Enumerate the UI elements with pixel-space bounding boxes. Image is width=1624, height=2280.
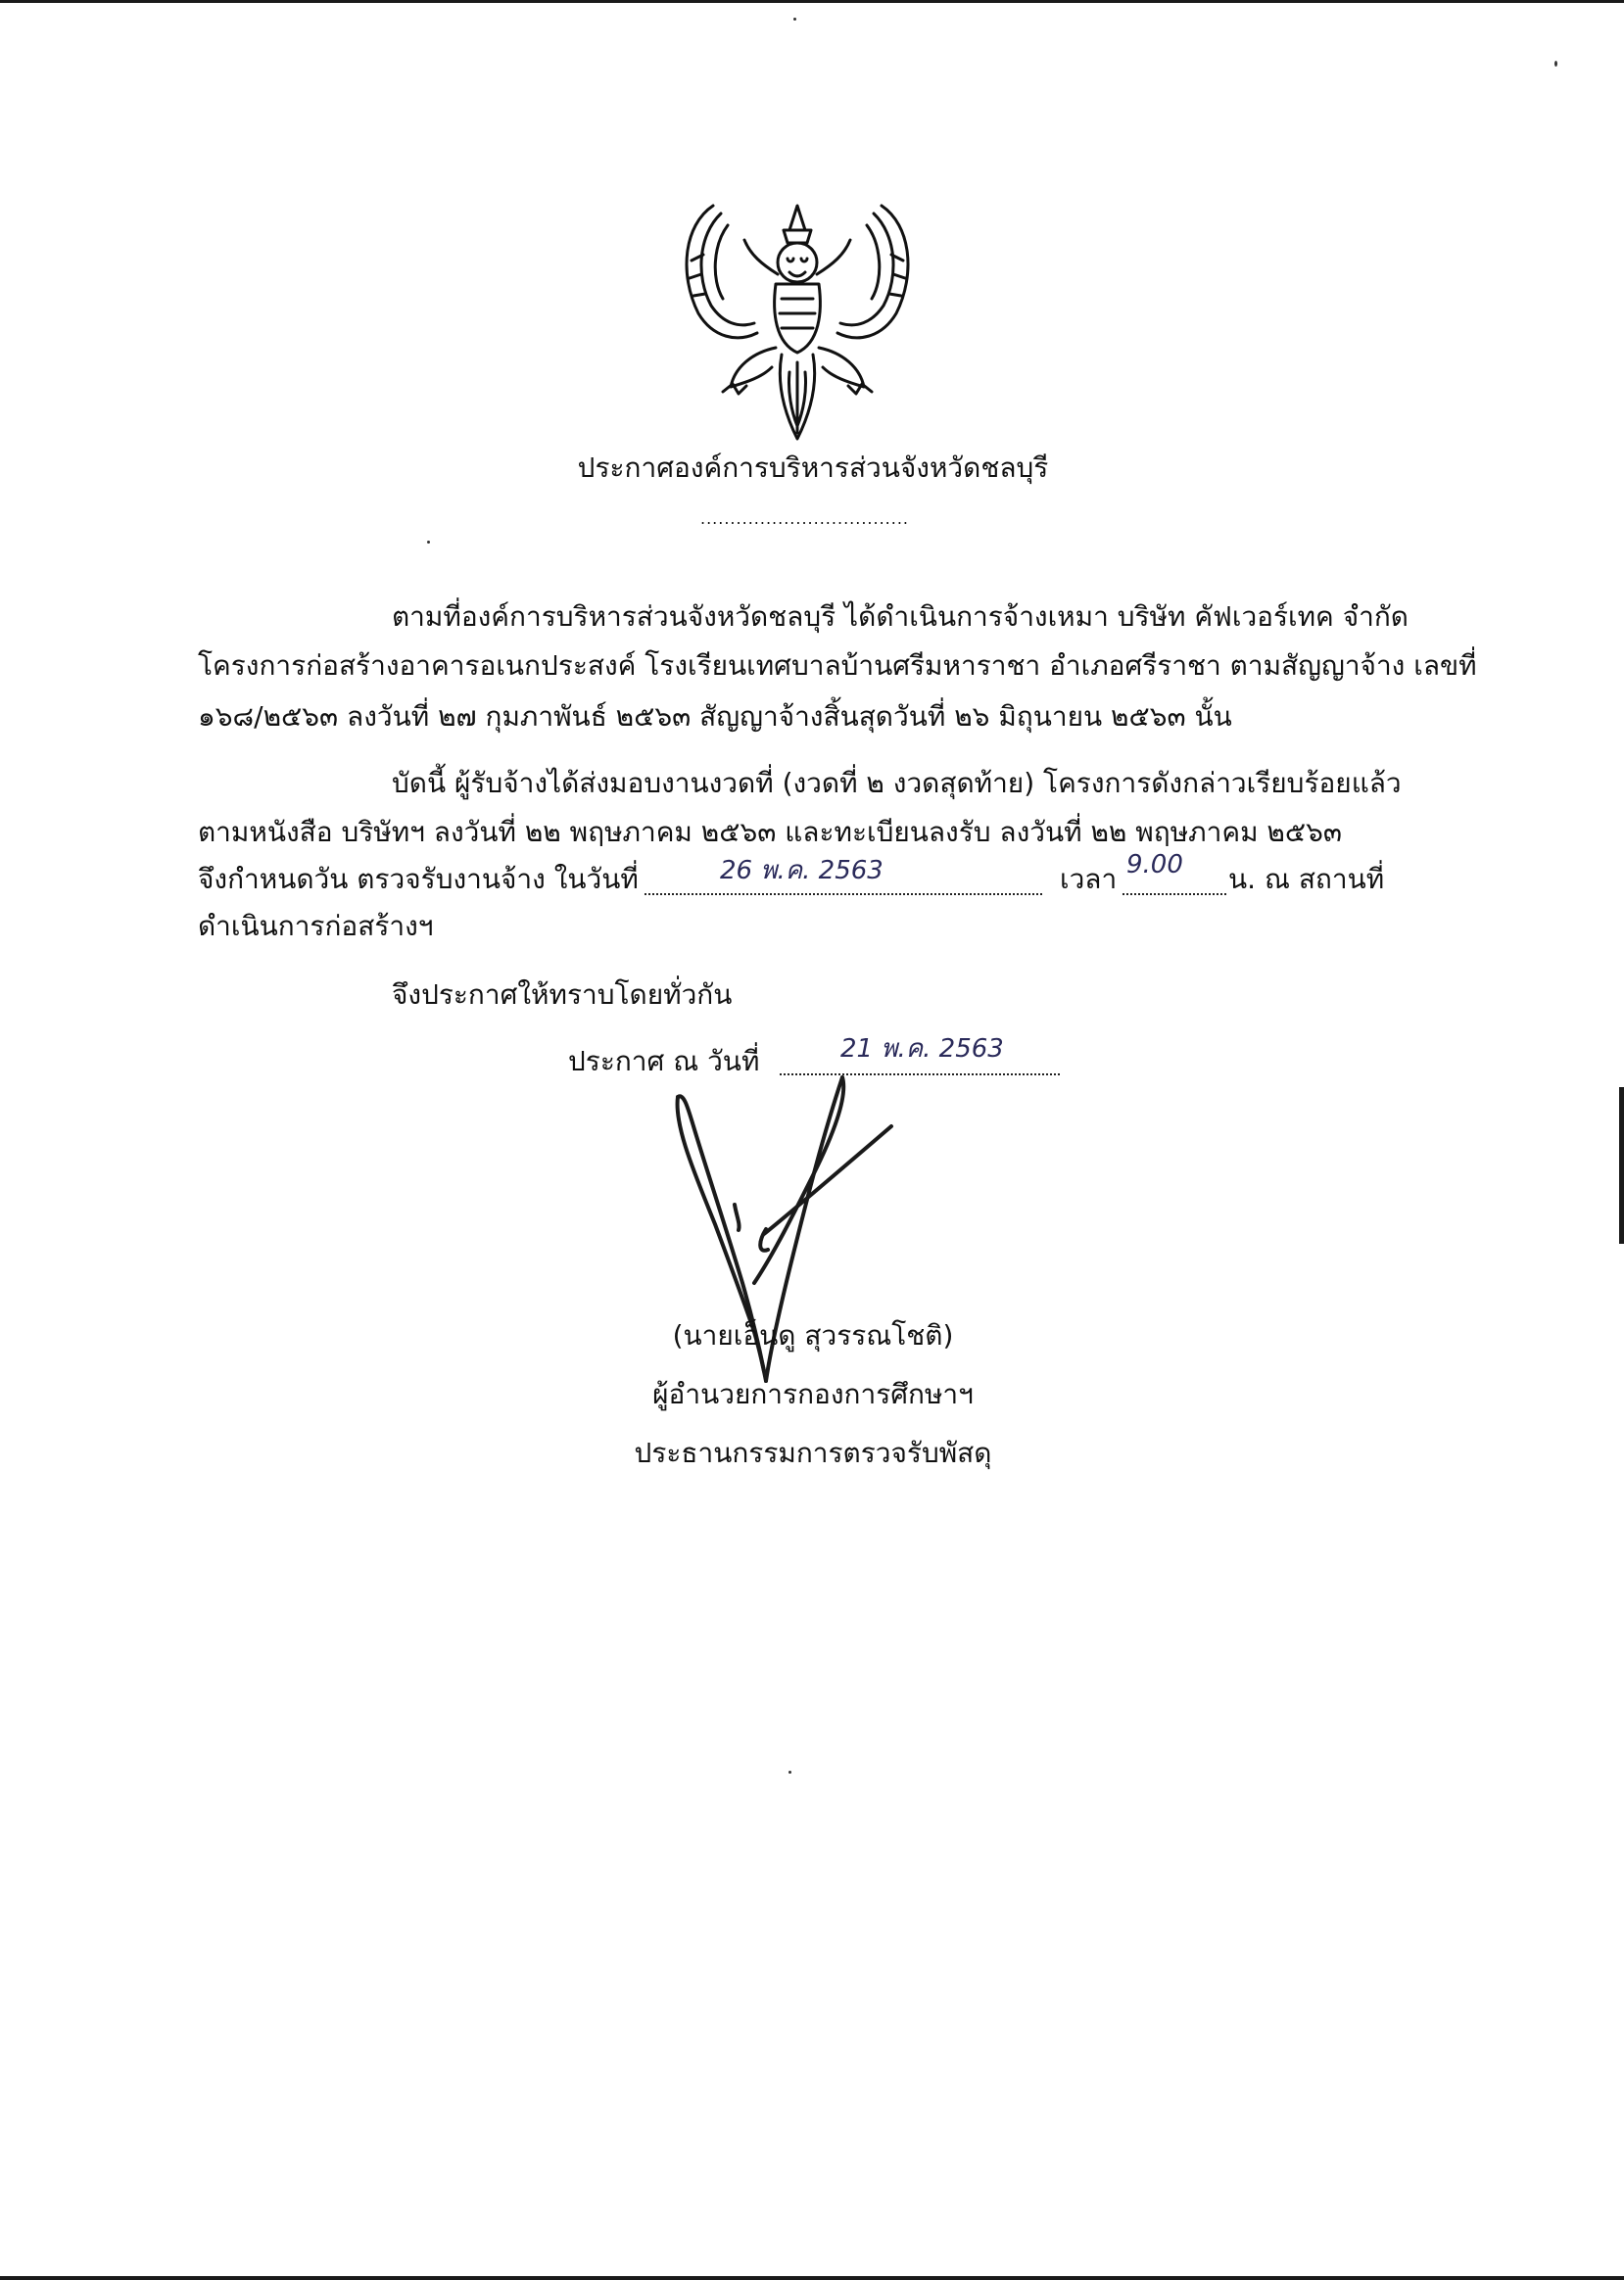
paragraph-3: จึงประกาศให้ทราบโดยทั่วกัน — [392, 978, 733, 1011]
announce-date-label: ประกาศ ณ วันที่ — [568, 1045, 760, 1077]
signatory-name: (นายเอ็นดู สุวรรณโชติ) — [672, 1319, 954, 1352]
paragraph-2-line-3-start: จึงกำหนดวัน ตรวจรับงานจ้าง ในวันที่ — [198, 863, 639, 895]
paragraph-1-line-1: ตามที่องค์การบริหารส่วนจังหวัดชลบุรี ได้ดำเนินการจ้างเหมา บริษัท คัฟเวอร์เทค จำกัด — [392, 600, 1409, 633]
paragraph-2-line-2: ตามหนังสือ บริษัทฯ ลงวันที่ ๒๒ พฤษภาคม ๒๕๖๓ และทะเบียนลงรับ ลงวันที่ ๒๒ พฤษภาคม ๒๕๖๓ — [198, 816, 1342, 848]
garuda-emblem-icon — [674, 186, 921, 451]
title-rule: ................................... — [700, 511, 910, 527]
scan-edge-top — [0, 0, 1624, 3]
paragraph-1-line-2: โครงการก่อสร้างอาคารอเนกประสงค์ โรงเรียนเทศบาลบ้านศรีมหาราชา อำเภอศรีราชา ตามสัญญาจ้าง เลขที่ — [198, 649, 1477, 682]
scan-edge-right — [1619, 1087, 1624, 1244]
paragraph-2-line-4: ดำเนินการก่อสร้างฯ — [198, 910, 434, 942]
paragraph-2-line-3-end: น. ณ สถานที่ — [1228, 863, 1385, 895]
scan-speck — [793, 18, 796, 21]
announce-date-handwritten: 21 พ.ค. 2563 — [840, 1034, 1004, 1064]
signatory-position: ผู้อำนวยการกองการศึกษาฯ — [652, 1378, 974, 1410]
scan-speck — [427, 541, 430, 544]
scan-speck — [1554, 61, 1557, 67]
inspection-time-handwritten: 9.00 — [1126, 850, 1183, 879]
signatory-role: ประธานกรรมการตรวจรับพัสดุ — [634, 1437, 992, 1469]
document-title: ประกาศองค์การบริหารส่วนจังหวัดชลบุรี — [577, 451, 1049, 484]
paragraph-2-line-1: บัดนี้ ผู้รับจ้างได้ส่งมอบงานงวดที่ (งวดที่ ๒ งวดสุดท้าย) โครงการดังกล่าวเรียบร้อยแล้ว — [392, 767, 1402, 799]
time-label: เวลา — [1060, 863, 1118, 895]
inspection-date-handwritten: 26 พ.ค. 2563 — [720, 856, 884, 885]
scan-edge-bottom — [0, 2276, 1624, 2280]
inspection-time-field — [1122, 893, 1226, 895]
scan-speck — [788, 1771, 791, 1774]
inspection-date-field — [645, 893, 1042, 895]
paragraph-1-line-3: ๑๖๘/๒๕๖๓ ลงวันที่ ๒๗ กุมภาพันธ์ ๒๕๖๓ สัญญาจ้างสิ้นสุดวันที่ ๒๖ มิถุนายน ๒๕๖๓ นั้น — [198, 700, 1232, 733]
